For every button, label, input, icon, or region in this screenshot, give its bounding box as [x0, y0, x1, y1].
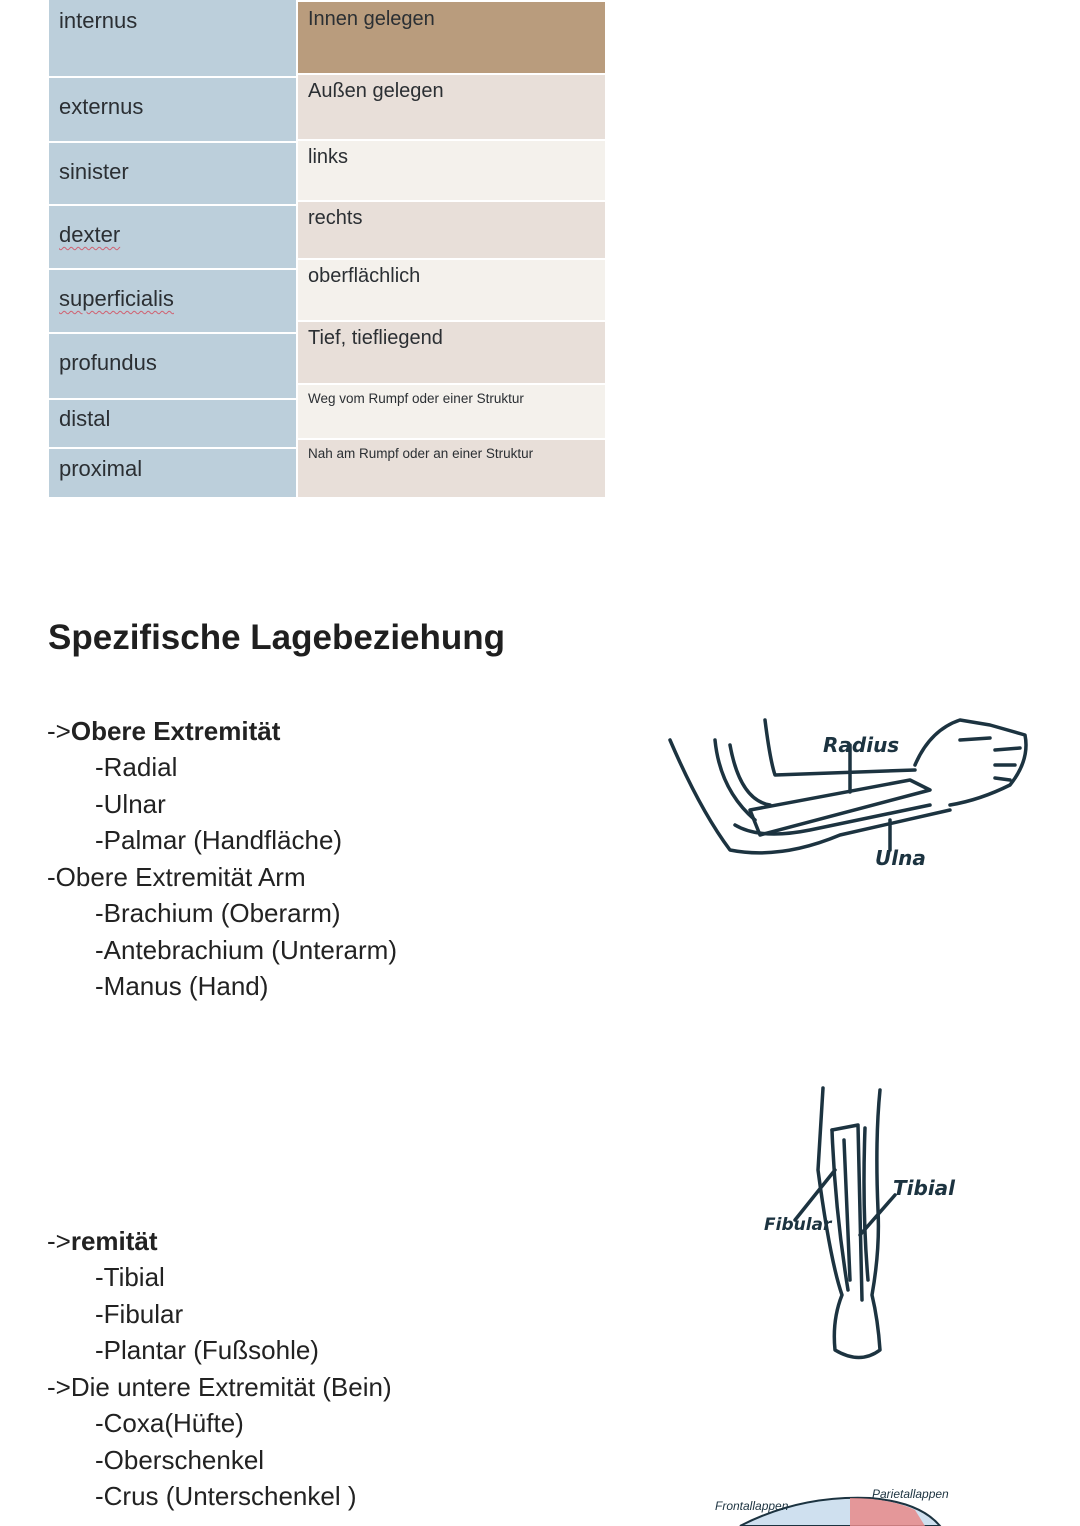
latin-cell [49, 334, 296, 398]
list-item: -Tibial [95, 1262, 165, 1292]
latin-cell [49, 449, 296, 497]
brain-sketch [700, 1480, 980, 1526]
latin-term: internus [59, 8, 138, 33]
german-cell [298, 75, 605, 139]
latin-cell [49, 270, 296, 332]
frontal-lobe-label: Frontallappen [715, 1499, 789, 1513]
arm-sketch [660, 710, 1040, 875]
german-term: Nah am Rumpf oder an einer Struktur [308, 446, 534, 461]
latin-term: superficialis [59, 286, 174, 311]
tibial-label: Tibial [893, 1176, 956, 1200]
german-term: Außen gelegen [308, 80, 444, 102]
list-item: -Fibular [95, 1299, 184, 1329]
list-heading: ->Die untere Extremität (Bein) [47, 1372, 392, 1402]
parietal-lobe-label: Parietallappen [872, 1487, 949, 1501]
list-heading [47, 716, 280, 747]
list-item: -Palmar (Handfläche) [95, 825, 343, 855]
german-cell [298, 202, 605, 258]
radius-label: Radius [823, 733, 900, 757]
list-item: -Manus (Hand) [95, 971, 269, 1001]
fibular-label: Fibular [764, 1215, 832, 1235]
list-item: -Plantar (Fußsohle) [95, 1335, 319, 1365]
german-cell [298, 141, 605, 200]
section-heading: Spezifische Lagebeziehung [48, 618, 506, 657]
list-heading: -Obere Extremität Arm [47, 862, 306, 892]
arrow-prefix: -> [47, 716, 71, 746]
list-item: -Coxa(Hüfte) [95, 1408, 244, 1438]
german-cell [298, 260, 605, 320]
german-cell [298, 322, 605, 383]
german-term: Tief, tiefliegend [308, 327, 443, 349]
list-title: Obere Extremität [70, 716, 281, 746]
german-term: Innen gelegen [308, 8, 435, 30]
german-term: rechts [308, 207, 363, 229]
german-term: links [308, 146, 349, 168]
latin-term: profundus [59, 350, 157, 375]
list-item: -Crus (Unterschenkel ) [95, 1481, 357, 1511]
german-cell [298, 2, 605, 73]
latin-term: externus [59, 94, 144, 119]
arrow-prefix: -> [47, 1226, 71, 1256]
german-term: Weg vom Rumpf oder einer Struktur [308, 391, 524, 406]
list-heading [47, 1226, 158, 1257]
latin-term: dexter [59, 222, 121, 247]
latin-term: distal [59, 406, 111, 431]
list-item: -Ulnar [95, 789, 166, 819]
latin-cell [49, 143, 296, 204]
german-cell [298, 440, 605, 497]
list-item: -Oberschenkel [95, 1445, 265, 1475]
latin-term: proximal [59, 456, 143, 481]
latin-cell [49, 206, 296, 268]
latin-term: sinister [59, 159, 129, 184]
list-item: -Antebrachium (Unterarm) [95, 935, 397, 965]
list-item: -Brachium (Oberarm) [95, 898, 341, 928]
latin-cell [49, 400, 296, 447]
list-title: remität [70, 1226, 158, 1256]
latin-cell [49, 78, 296, 141]
german-term: oberflächlich [308, 265, 421, 287]
leg-sketch [750, 1080, 970, 1370]
ulna-label: Ulna [875, 846, 926, 870]
list-item: -Radial [95, 752, 178, 782]
german-cell [298, 385, 605, 438]
latin-cell [49, 0, 296, 76]
